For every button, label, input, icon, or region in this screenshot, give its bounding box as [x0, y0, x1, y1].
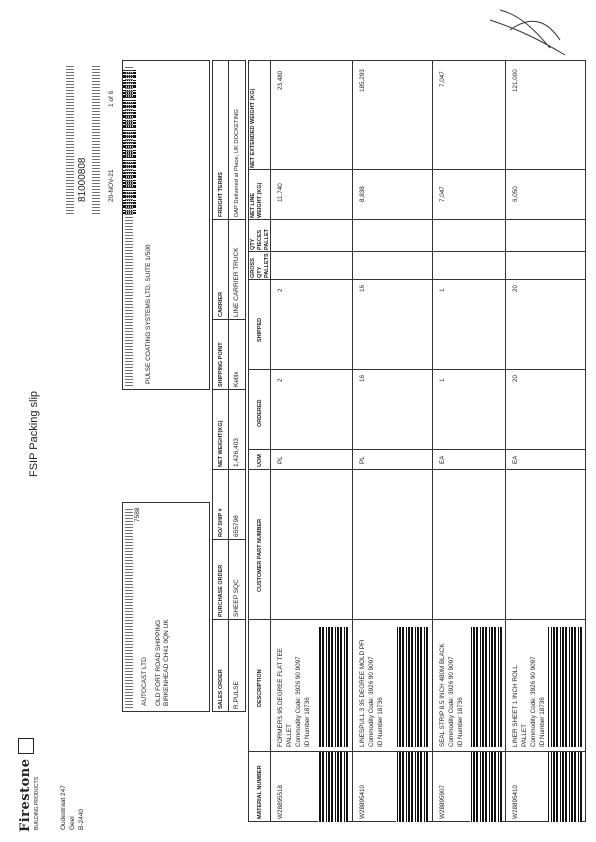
purchase-order-header: PURCHASE ORDER	[218, 564, 224, 617]
row-1-material: W28895518	[277, 785, 284, 819]
col-description-header: DESCRIPTION	[257, 669, 263, 707]
row-3-ordered: 1	[439, 378, 446, 382]
row-3-barcode-2	[470, 627, 502, 747]
row-4-ordered: 20	[512, 374, 519, 382]
customer-number: 7588	[134, 507, 141, 522]
shipping-point-value: Kellix	[233, 371, 240, 387]
row-2-net-extended-weight: 185,293	[359, 69, 366, 92]
row-4-desc-3: Commodity Code: 3926 90 9097	[530, 656, 537, 747]
ship-from-line-2: OLD FORT ROAD SHIPPING	[155, 619, 162, 706]
row-3-desc-1: SEAL STRIP 8.5 INCH 480M BLACK	[439, 643, 446, 747]
ship-from-header-noise	[125, 508, 133, 708]
ship-from-line-1: AUTOCAST LTD	[141, 657, 148, 706]
row-3-desc-3: ID Number 18736	[457, 697, 464, 747]
row-3-material: W28895907	[439, 785, 446, 819]
row-4-net-line-weight: 6,050	[512, 186, 519, 202]
company-address-line-2: Geel	[69, 816, 76, 830]
ship-to-box	[122, 60, 210, 390]
row-4-desc-2: PALLET	[521, 724, 528, 747]
net-weight-header: NET WEIGHT(KG)	[218, 420, 224, 467]
sales-order-header: SALES ORDER	[218, 669, 224, 709]
row-2-ordered: 16	[359, 374, 366, 382]
freight-terms-value: DAP Delivered at Place, UK DOCKETING	[234, 109, 240, 217]
freight-terms-header: FREIGHT TERMS	[218, 172, 224, 217]
row-4-uom: EA	[512, 455, 519, 464]
col-net-line-weight-header: NET LINE WEIGHT (KG)	[250, 182, 263, 218]
row-1-net-extended-weight: 23,480	[277, 70, 284, 90]
row-1-desc-2: PALLET	[286, 724, 293, 747]
col-gross-qty-header: GROSS QTY PALLETS	[250, 253, 270, 278]
company-subtitle: BUILDING PRODUCTS	[34, 776, 40, 830]
col-shipped-header: SHIPPED	[257, 317, 263, 342]
row-4-barcode-2	[548, 627, 582, 747]
header-noise	[66, 64, 74, 214]
row-2-desc-3: ID Number 18736	[377, 697, 384, 747]
row-2-desc-1: LINESPULL 3 35 DEGREE MOLD PFI	[359, 639, 366, 747]
net-weight-value: 1,426,403	[233, 438, 240, 467]
ship-from-line-3: BIRKENHEAD CH41 0QN UK	[163, 619, 170, 706]
ship-to-header-noise	[125, 66, 133, 386]
row-4-shipped: 20	[512, 284, 519, 292]
signature-scribble	[480, 5, 570, 60]
row-4-net-extended-weight: 121,000	[512, 69, 519, 92]
row-4-desc-1: LINER SHEET 1 INCH ROLL	[512, 665, 519, 747]
ro-ship-value: 655798	[233, 515, 240, 537]
company-logo: Firestone	[18, 758, 33, 832]
row-3-desc-2: Commodity Code: 3926 90 9097	[448, 656, 455, 747]
row-2-uom: PL	[359, 456, 366, 464]
row-2-shipped: 16	[359, 284, 366, 292]
row-1-uom: PL	[277, 456, 284, 464]
col-material-header: MATERIAL NUMBER	[257, 765, 263, 819]
row-3-shipped: 1	[439, 288, 446, 292]
carrier-value: LINE CARRIER TRUCK	[233, 247, 240, 317]
purchase-order-value: SHEEP SQC	[233, 579, 240, 617]
slip-number: 81000808	[77, 157, 88, 202]
col-qty-per-pallet-header: QTY PIECES PALLET	[250, 229, 270, 250]
ship-to-line-1: PULSE COATING SYSTEMS LTD, SUITE 1/500	[145, 244, 152, 384]
row-1-desc-3: Commodity Code: 3926 90 9097	[295, 656, 302, 747]
row-4-desc-4: ID Number 18736	[539, 697, 546, 747]
col-uom-header: UOM	[257, 454, 263, 467]
row-3-net-line-weight: 7,047	[439, 186, 446, 202]
row-2-material: W28895410	[359, 785, 366, 819]
page-title: FSIP Packing slip	[28, 390, 40, 477]
sales-order-value: R.PULSE	[233, 681, 240, 709]
row-1-desc-1: FORMERS 95 DEGREE FLAT TEE	[277, 647, 284, 747]
row-2-barcode-2	[396, 627, 428, 747]
row-3-net-extended-weight: 7,047	[439, 71, 446, 87]
row-1-shipped: 2	[277, 288, 284, 292]
row-1-barcode-2	[318, 627, 348, 747]
col-ordered-header: ORDERED	[257, 399, 263, 427]
shipping-point-header: SHIPPING POINT	[218, 342, 224, 387]
page-label: 1 of 6	[108, 90, 115, 107]
row-1-barcode	[318, 752, 348, 822]
company-address-line-3: B-2440	[78, 809, 85, 830]
col-net-extended-weight-header: NET EXTENDED WEIGHT (KG)	[250, 88, 256, 168]
logo-badge-icon	[18, 738, 34, 754]
row-1-net-line-weight: 11,740	[277, 183, 284, 202]
company-address-line-1: Oudestraat 247	[60, 785, 67, 830]
carrier-header: CARRIER	[218, 291, 224, 317]
header-noise-2	[92, 64, 100, 214]
row-4-barcode	[548, 752, 582, 822]
row-1-desc-4: ID Number 18736	[304, 697, 311, 747]
row-3-uom: EA	[439, 455, 446, 464]
col-customer-part-header: CUSTOMER PART NUMBER	[257, 518, 263, 592]
row-2-net-line-weight: 8,838	[359, 186, 366, 202]
row-2-barcode	[396, 752, 428, 822]
row-1-ordered: 2	[277, 378, 284, 382]
row-2-desc-2: Commodity Code: 3926 90 9097	[368, 656, 375, 747]
document-date: 20-NOV-21	[108, 169, 115, 202]
row-4-material: W28895410	[512, 785, 519, 819]
ro-ship-header: RO/ SHIP #	[218, 508, 224, 537]
row-3-barcode	[470, 752, 502, 822]
